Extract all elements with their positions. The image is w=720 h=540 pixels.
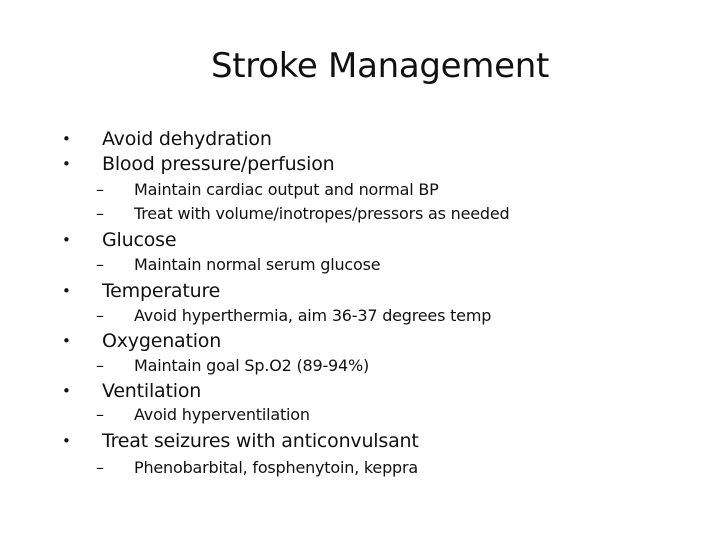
sub-bullet-text: Treat with volume/inotropes/pressors as needed (134, 204, 510, 223)
sub-bullet-marker: – (96, 255, 104, 274)
bullet-text: Temperature (102, 280, 221, 302)
bullet-text: Glucose (102, 229, 177, 251)
bullet-text: Treat seizures with anticonvulsant (102, 430, 419, 452)
bullet-marker: • (62, 130, 71, 148)
sub-bullet-marker: – (96, 204, 104, 223)
sub-bullet-marker: – (96, 458, 104, 477)
sub-bullet-text: Maintain normal serum glucose (134, 255, 381, 274)
sub-bullet-marker: – (96, 405, 104, 424)
bullet-marker: • (62, 332, 71, 350)
sub-bullet-marker: – (96, 306, 104, 325)
sub-bullet-text: Avoid hyperventilation (134, 405, 310, 424)
bullet-text: Ventilation (102, 380, 202, 402)
sub-bullet-text: Maintain goal Sp.O2 (89-94%) (134, 356, 370, 375)
sub-bullet-text: Maintain cardiac output and normal BP (134, 180, 439, 199)
bullet-marker: • (62, 382, 71, 400)
slide-title: Stroke Management (210, 46, 550, 86)
bullet-text: Blood pressure/perfusion (102, 153, 335, 175)
sub-bullet-text: Avoid hyperthermia, aim 36-37 degrees temp (134, 306, 492, 325)
bullet-text: Avoid dehydration (102, 128, 272, 150)
bullet-marker: • (62, 282, 71, 300)
bullet-marker: • (62, 155, 71, 173)
sub-bullet-marker: – (96, 180, 104, 199)
bullet-text: Oxygenation (102, 330, 222, 352)
bullet-marker: • (62, 231, 71, 249)
sub-bullet-marker: – (96, 356, 104, 375)
sub-bullet-text: Phenobarbital, fosphenytoin, keppra (134, 458, 418, 477)
bullet-marker: • (62, 432, 71, 450)
